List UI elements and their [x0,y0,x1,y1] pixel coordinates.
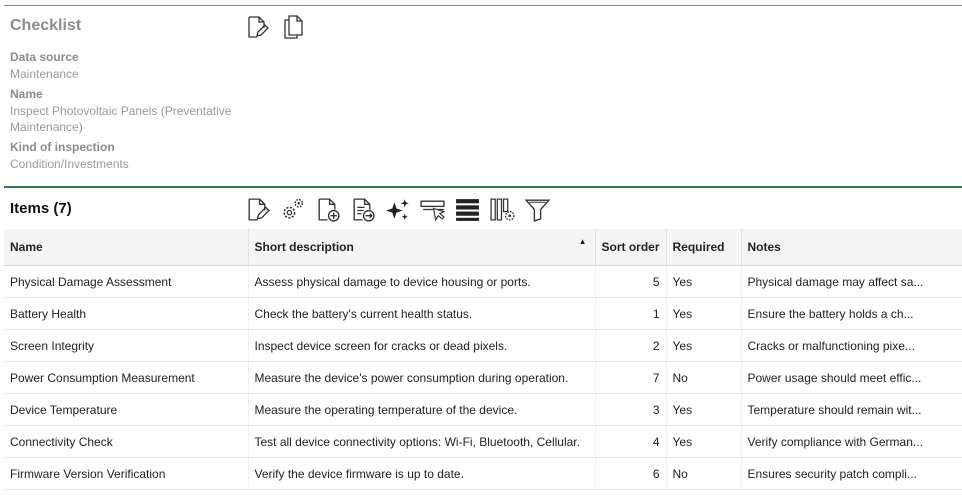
cell-short-description: Inspect device screen for cracks or dead pixels. [248,330,595,362]
table-header-row [4,229,962,266]
checklist-fields [10,46,240,175]
cell-name: Device Temperature [4,394,248,426]
cell-name: Physical Damage Assessment [4,266,248,298]
cell-notes: Verify compliance with German... [741,426,962,458]
field-value-name: Inspect Photovoltaic Panels (Preventative Maintenance) [10,104,232,134]
cell-short-description: Verify the device firmware is up to date. [248,458,595,490]
cell-sort-order: 4 [595,426,666,458]
cell-notes: Ensures security patch compli... [741,458,962,490]
cell-required: Yes [666,394,741,426]
rows-icon[interactable] [454,196,481,223]
table-row[interactable] [4,458,962,490]
column-header-label: Short description [254,240,354,254]
checklist-title: Checklist [10,17,82,34]
table-row[interactable] [4,330,962,362]
cell-name: Firmware Version Verification [4,458,248,490]
table-row[interactable] [4,298,962,330]
column-header-short-description[interactable] [248,229,595,266]
column-settings-icon[interactable] [489,196,516,223]
table-row[interactable] [4,362,962,394]
table-row[interactable] [4,426,962,458]
column-header-notes[interactable]: Notes [741,229,962,266]
cell-name: Power Consumption Measurement [4,362,248,394]
edit-document-icon[interactable] [244,196,271,223]
edit-document-icon[interactable] [244,14,270,40]
table-row[interactable] [4,266,962,298]
field-label-kind: Kind of inspection [10,140,115,154]
cell-notes: Ensure the battery holds a ch... [741,298,962,330]
table-row[interactable] [4,394,962,426]
cell-short-description: Check the battery's current health status. [248,298,595,330]
column-header-name[interactable]: Name [4,229,248,266]
cell-short-description: Measure the device's power consumption during operation. [248,362,595,394]
cell-sort-order: 3 [595,394,666,426]
field-value-kind: Condition/Investments [10,157,129,171]
items-table [4,229,962,490]
cell-notes: Temperature should remain wit... [741,394,962,426]
top-divider [4,5,962,6]
cell-required: Yes [666,426,741,458]
select-column-icon[interactable] [419,196,446,223]
column-header-required[interactable]: Required [666,229,741,266]
add-document-icon[interactable] [314,196,341,223]
items-title: Items (7) [10,200,72,217]
cell-short-description: Test all device connectivity options: Wi-Fi, Bluetooth, Cellular. [248,426,595,458]
cell-required: Yes [666,330,741,362]
field-label-name: Name [10,87,43,101]
export-document-icon[interactable] [349,196,376,223]
column-header-sort-order[interactable]: Sort order [595,229,666,266]
cell-short-description: Measure the operating temperature of the device. [248,394,595,426]
cell-sort-order: 2 [595,330,666,362]
sort-ascending-icon: ▲ [578,237,587,246]
cell-name: Battery Health [4,298,248,330]
settings-icon[interactable] [279,196,306,223]
cell-required: Yes [666,298,741,330]
cell-notes: Power usage should meet effic... [741,362,962,394]
field-label-data-source: Data source [10,50,79,64]
cell-notes: Physical damage may affect sa... [741,266,962,298]
cell-sort-order: 6 [595,458,666,490]
copy-icon[interactable] [280,14,306,40]
cell-name: Screen Integrity [4,330,248,362]
field-value-data-source: Maintenance [10,67,79,81]
cell-sort-order: 1 [595,298,666,330]
cell-sort-order: 7 [595,362,666,394]
section-divider [4,186,962,188]
cell-sort-order: 5 [595,266,666,298]
cell-short-description: Assess physical damage to device housing or ports. [248,266,595,298]
filter-icon[interactable] [524,196,551,223]
sparkle-icon[interactable] [384,196,411,223]
cell-required: Yes [666,266,741,298]
cell-name: Connectivity Check [4,426,248,458]
cell-required: No [666,362,741,394]
checklist-toolbar [244,14,306,40]
cell-notes: Cracks or malfunctioning pixe... [741,330,962,362]
cell-required: No [666,458,741,490]
items-toolbar [244,196,551,223]
